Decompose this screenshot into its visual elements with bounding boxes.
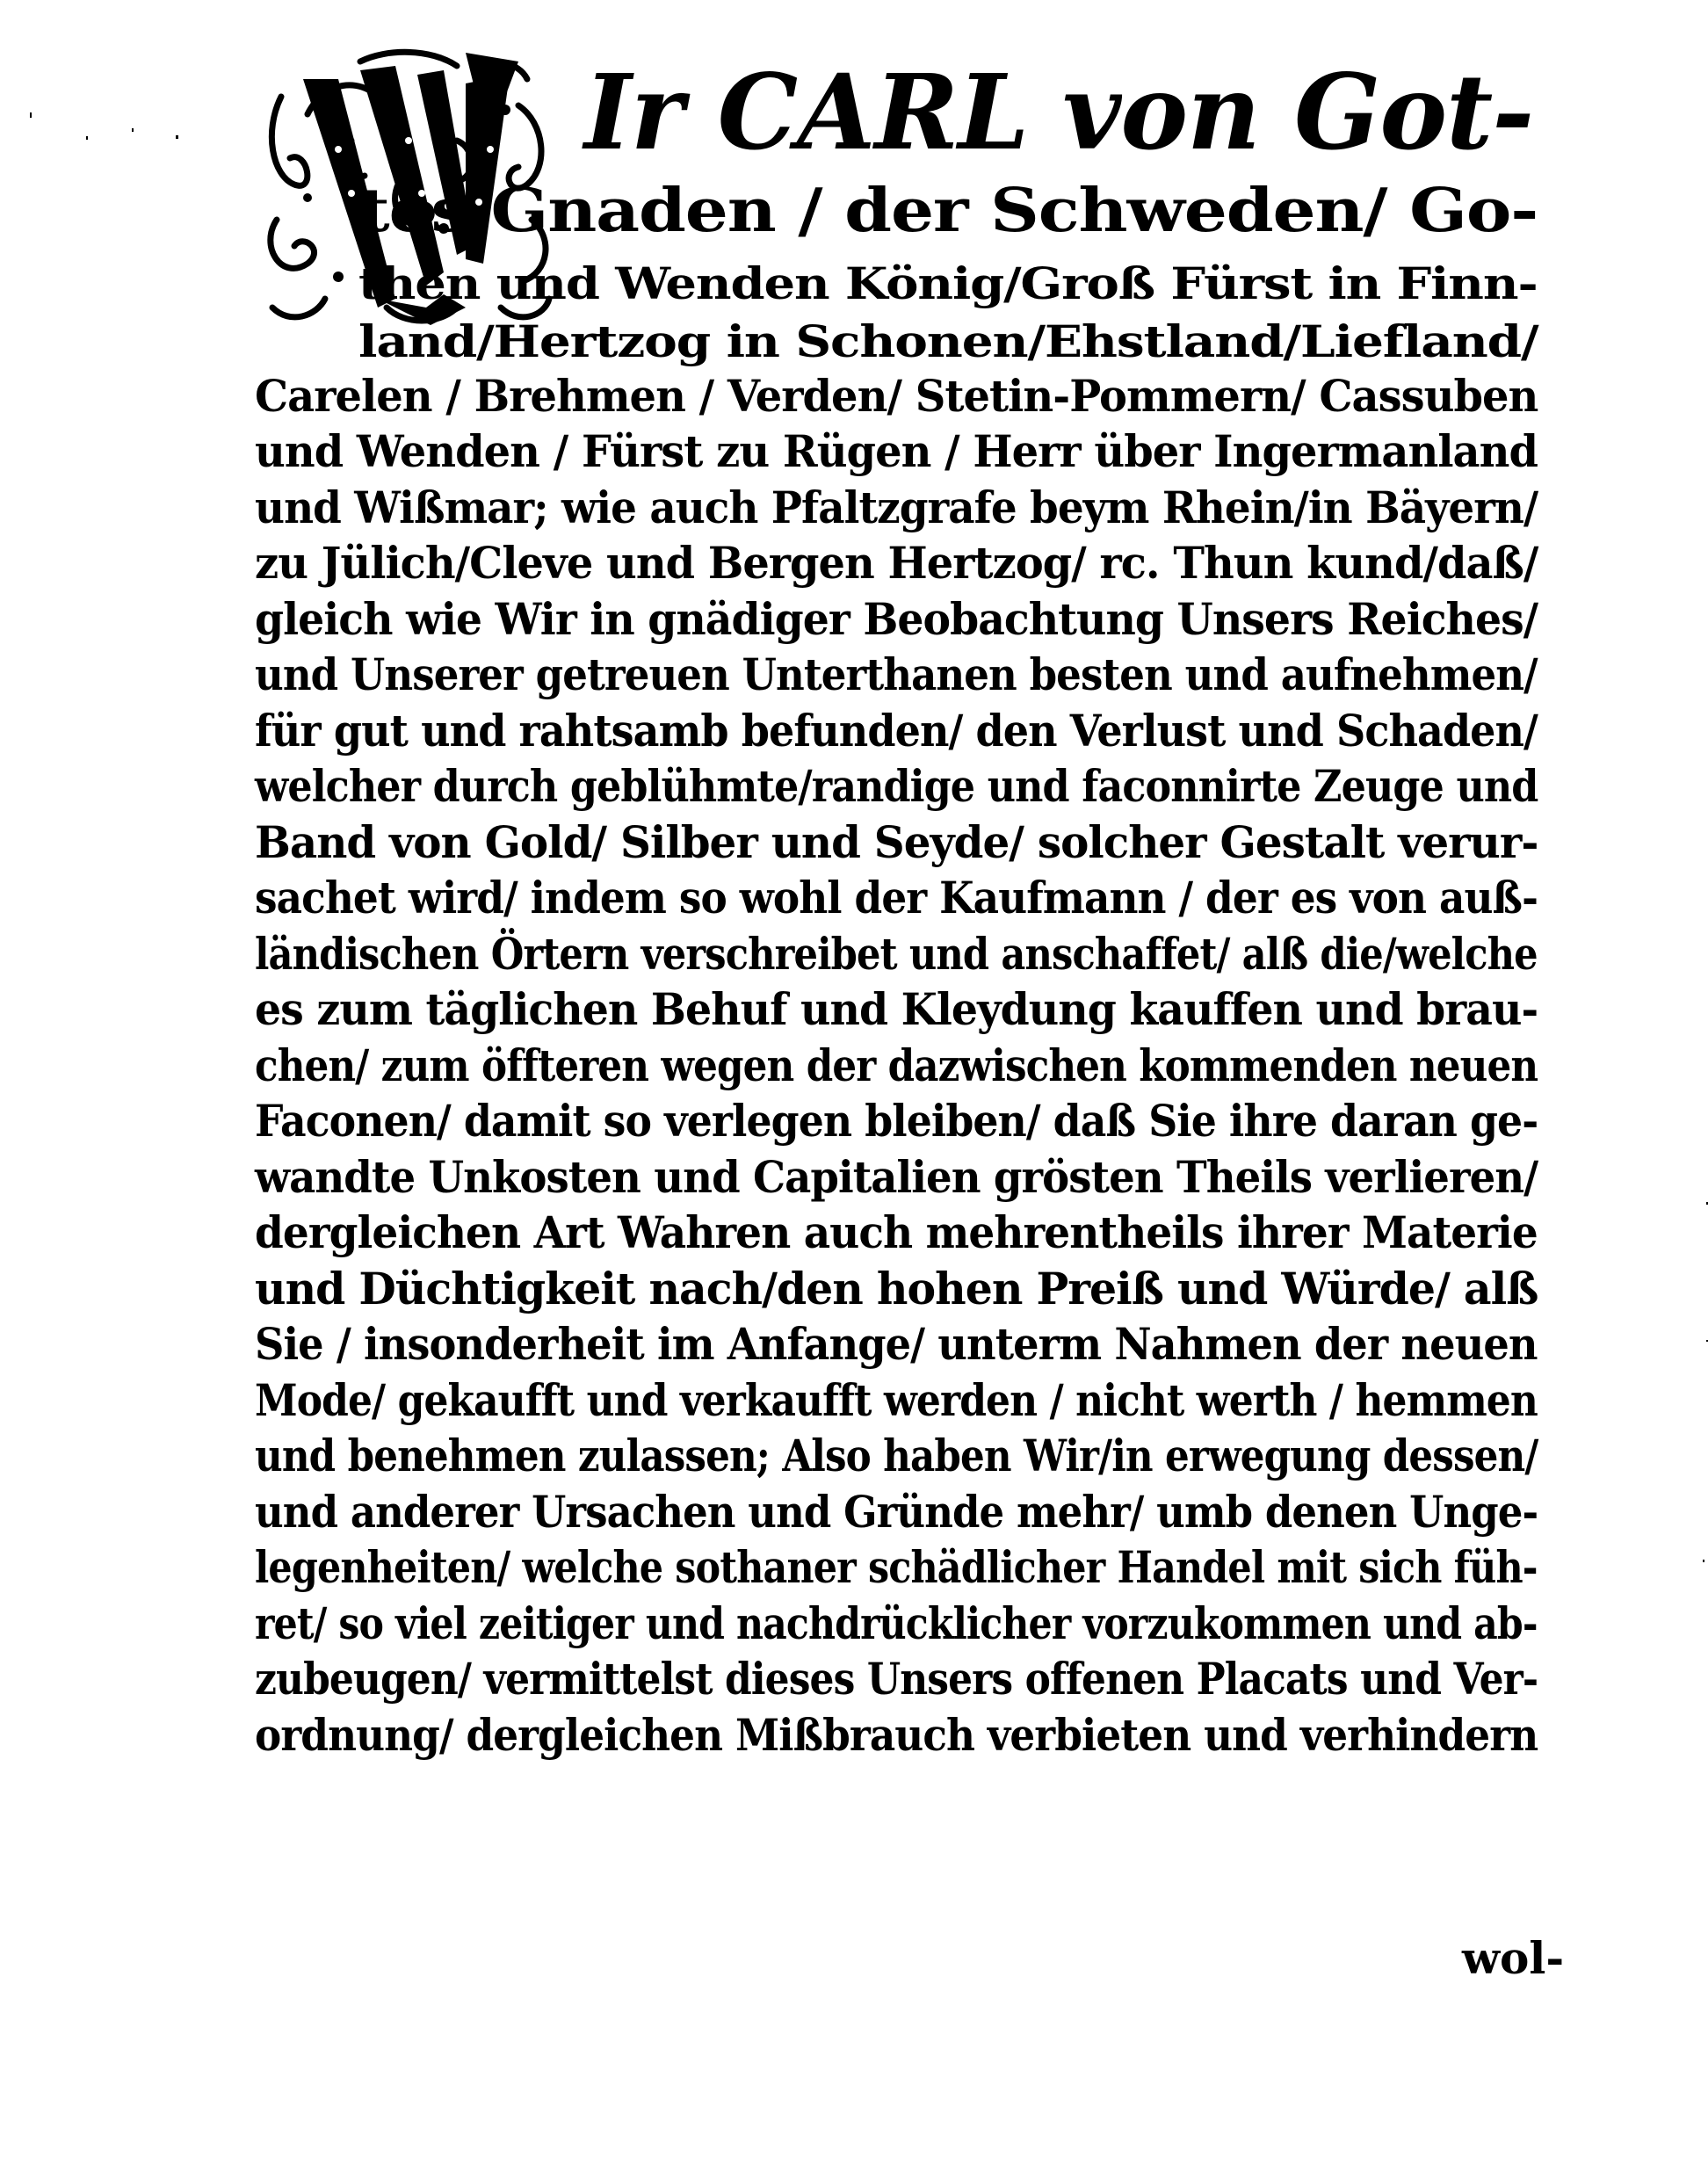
body-line: welcher durch geblühmte/randige und faconnirte Zeuge und — [255, 760, 1538, 812]
header-line-3: land/Hertzog in Schonen/Ehstland/Liefland/ — [358, 315, 1538, 367]
body-line: Mode/ gekaufft und verkaufft werden / nicht werth / hemmen — [255, 1374, 1538, 1426]
scan-speck — [132, 128, 134, 132]
catchword: wol- — [1462, 1932, 1565, 1984]
body-line: und Wißmar; wie auch Pfaltzgrafe beym Rhein/in Bäyern/ — [255, 482, 1538, 533]
body-line: Carelen / Brehmen / Verden/ Stetin-Pommern/ Cassuben — [255, 370, 1538, 422]
body-line: chen/ zum öffteren wegen der dazwischen kommenden neuen — [255, 1039, 1538, 1091]
body-line: Sie / insonderheit im Anfange/ unterm Nahmen der neuen — [255, 1318, 1538, 1370]
scan-speck — [1703, 1560, 1704, 1562]
body-line: Faconen/ damit so verlegen bleiben/ daß Sie ihre daran ge- — [255, 1095, 1538, 1147]
body-line: gleich wie Wir in gnädiger Beobachtung Unsers Reiches/ — [255, 593, 1538, 645]
scan-speck — [30, 112, 32, 118]
body-line: für gut und rahtsamb befunden/ den Verlust und Schaden/ — [255, 705, 1538, 757]
body-line: und anderer Ursachen und Gründe mehr/ umb denen Unge- — [255, 1486, 1538, 1538]
body-line: und Düchtigkeit nach/den hohen Preiß und Würde/ alß — [255, 1263, 1538, 1314]
body-line: zu Jülich/Cleve und Bergen Hertzog/ rc. Thun kund/daß/ — [255, 537, 1538, 589]
scan-speck — [176, 135, 178, 139]
body-line: dergleichen Art Wahren auch mehrentheils ihrer Materie — [255, 1206, 1538, 1258]
body-line: ordnung/ dergleichen Mißbrauch verbieten und verhindern — [255, 1709, 1538, 1761]
body-line: wandte Unkosten und Capitalien grösten Theils verlieren/ — [255, 1151, 1538, 1203]
title-text: Ir CARL von Got- — [584, 51, 1534, 173]
body-line: es zum täglichen Behuf und Kleydung kauffen und brau- — [255, 983, 1538, 1035]
body-line: und Unserer getreuen Unterthanen besten und aufnehmen/ — [255, 648, 1538, 700]
body-line: sachet wird/ indem so wohl der Kaufmann / der es von auß- — [255, 872, 1538, 923]
header-line-2: then und Wenden König/Groß Fürst in Finn- — [358, 257, 1538, 309]
scan-speck — [86, 136, 88, 140]
title-line — [584, 51, 1533, 174]
body-line: zubeugen/ vermittelst dieses Unsers offenen Placats und Ver- — [255, 1653, 1538, 1705]
body-line: und Wenden / Fürst zu Rügen / Herr über Ingermanland — [255, 425, 1538, 477]
body-line: und benehmen zulassen; Also haben Wir/in erwegung dessen/ — [255, 1430, 1538, 1481]
body-line: ret/ so viel zeitiger und nachdrücklicher vorzukommen und ab- — [255, 1597, 1538, 1649]
body-line: Band von Gold/ Silber und Seyde/ solcher Gestalt verur- — [255, 816, 1538, 868]
header-line-1: tes Gnaden / der Schweden/ Go- — [358, 176, 1538, 246]
body-line: legenheiten/ welche sothaner schädlicher Handel mit sich füh- — [255, 1541, 1538, 1593]
body-line: ländischen Örtern verschreibet und anschaffet/ alß die/welche — [255, 928, 1538, 980]
